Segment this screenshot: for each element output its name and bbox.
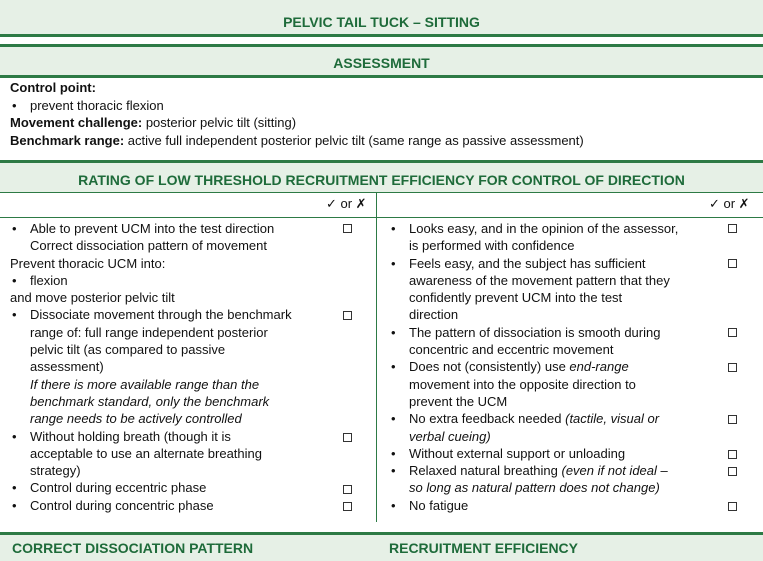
checkbox[interactable] [343,485,352,494]
criterion-line: range of: full range independent posterior [30,324,268,340]
criterion-line: • Feels easy, and the subject has sufficient [389,255,719,272]
criterion-line: Prevent thoracic UCM into: [10,255,166,271]
checkbox[interactable] [728,224,737,233]
criterion-line: Correct dissociation pattern of movement [30,238,267,254]
check-header-right: ✓ or ✗ [709,196,750,211]
criterion-line: • No extra feedback needed (tactile, visual or [389,410,719,427]
assessment-heading: ASSESSMENT [0,44,763,78]
checkbox[interactable] [343,502,352,511]
checkbox[interactable] [728,328,737,337]
criterion-line: strategy) [30,463,81,479]
criterion-line: If there is more available range than the [30,376,260,392]
criterion-line: • Control during concentric phase [10,497,365,514]
checkbox[interactable] [728,502,737,511]
check-header-left: ✓ or ✗ [326,196,367,211]
criterion-line: • The pattern of dissociation is smooth during [389,324,719,341]
footer-left-label: CORRECT DISSOCIATION PATTERN [12,540,254,556]
criterion-line: movement into the opposite direction to [409,376,636,392]
checkbox[interactable] [728,467,737,476]
criterion-line: benchmark standard, only the benchmark [30,393,270,409]
assessment-section [0,78,763,150]
checkbox[interactable] [343,433,352,442]
column-divider [376,192,377,522]
criterion-line: prevent the UCM [409,393,508,409]
footer-bar [0,532,763,561]
right-criteria [389,220,719,514]
criterion-line: so long as natural pattern does not change) [409,480,660,496]
checkbox[interactable] [728,363,737,372]
criterion-line: awareness of the movement pattern that they [409,272,670,288]
criterion-line: • Relaxed natural breathing (even if not ideal – [389,462,719,479]
criterion-line: assessment) [30,359,104,375]
control-point-label: Control point: [10,80,96,95]
criterion-line: • Without external support or unloading [389,445,719,462]
criterion-line: • No fatigue [389,497,719,514]
criterion-line: • flexion [10,272,365,289]
benchmark-range: Benchmark range: active full independent posterior pelvic tilt (same range as passive assessment) [10,132,584,148]
criterion-line: direction [409,307,459,323]
criterion-line: • Without holding breath (though it is [10,428,365,445]
checkbox[interactable] [728,450,737,459]
control-point-item: • prevent thoracic flexion [10,97,753,115]
checkbox[interactable] [728,415,737,424]
criterion-line: confidently prevent UCM into the test [409,290,623,306]
criterion-line: concentric and eccentric movement [409,342,614,358]
criterion-line: range needs to be actively controlled [30,411,242,427]
criterion-line: • Looks easy, and in the opinion of the assessor, [389,220,719,237]
criterion-line: • Does not (consistently) use end-range [389,358,719,375]
criterion-line: is performed with confidence [409,238,575,254]
left-criteria [10,220,365,514]
checkbox[interactable] [728,259,737,268]
rating-heading: RATING OF LOW THRESHOLD RECRUITMENT EFFICIENCY FOR CONTROL OF DIRECTION [0,160,763,192]
criterion-line: • Control during eccentric phase [10,479,365,496]
criterion-line: • Able to prevent UCM into the test direction [10,220,365,237]
checkbox[interactable] [343,224,352,233]
criterion-line: • Dissociate movement through the benchmark [10,306,365,323]
footer-right-label: RECRUITMENT EFFICIENCY [389,540,578,556]
criterion-line: acceptable to use an alternate breathing [30,445,263,461]
checkbox[interactable] [343,311,352,320]
page-title: PELVIC TAIL TUCK – SITTING [0,0,763,37]
criterion-line: pelvic tilt (as compared to passive [30,342,226,358]
criterion-line: verbal cueing) [409,428,491,444]
movement-challenge: Movement challenge: posterior pelvic tilt (sitting) [10,115,297,130]
check-header-row [0,192,763,218]
criterion-line: and move posterior pelvic tilt [10,290,175,306]
